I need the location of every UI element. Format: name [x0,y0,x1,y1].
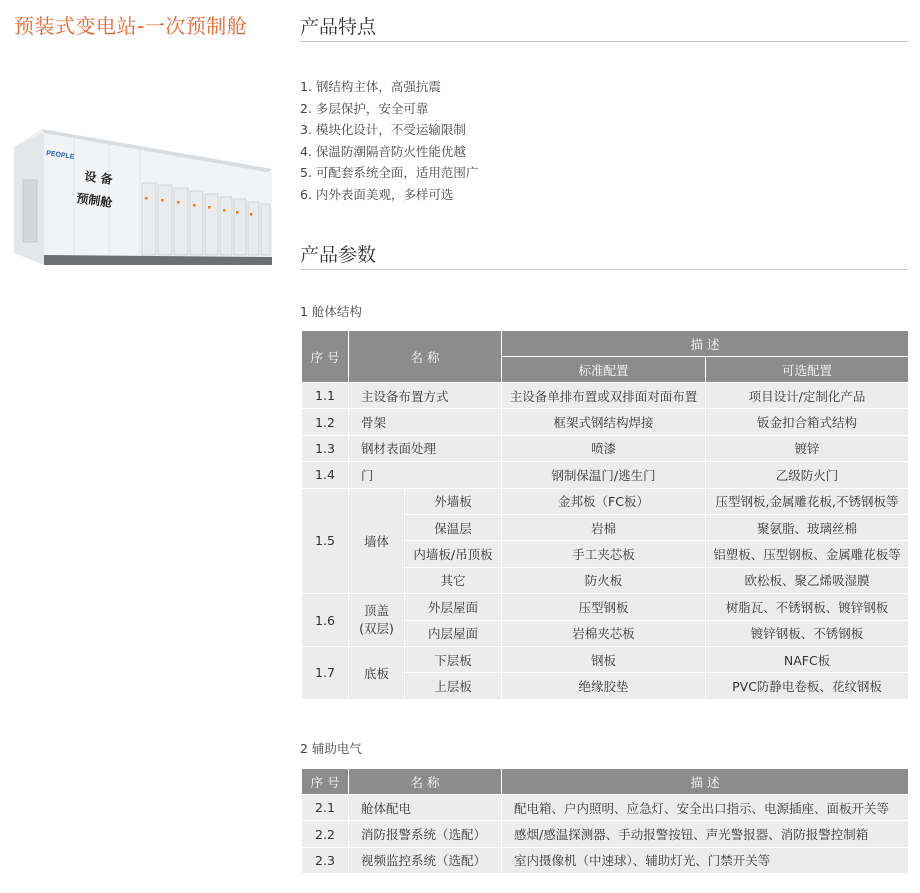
cell-sub: 上层板 [405,673,502,699]
cell-sub: 内层屋面 [405,620,502,646]
table-row [302,462,909,488]
product-image [14,125,272,265]
header-no: 序 号 [302,769,349,795]
feature-item: 6. 内外表面美观，多样可选 [300,186,454,202]
table-row [302,409,909,435]
table2-title: 2 辅助电气 [300,741,362,756]
table-row [302,646,909,672]
cell-optional: 乙级防火门 [706,462,909,488]
cell-name: 消防报警系统（选配） [349,821,502,847]
features-divider [300,41,908,42]
cell-name: 舱体配电 [349,795,502,821]
cell-standard: 喷漆 [502,435,706,461]
feature-item: 4. 保温防潮隔音防火性能优越 [300,143,466,159]
cell-no: 1.6 [302,594,349,647]
cell-optional: 欧松板、聚乙烯吸湿膜 [706,567,909,593]
table-row [302,383,909,409]
header-name: 名 称 [349,769,502,795]
feature-item: 2. 多层保护，安全可靠 [300,100,429,116]
cell-standard: 金邦板（FC板） [502,488,706,514]
table-row [302,795,909,821]
cell-name: 钢材表面处理 [349,435,502,461]
cell-no: 1.5 [302,488,349,594]
product-brand: PEOPLE [45,150,75,161]
cell-sub: 其它 [405,567,502,593]
cell-desc: 室内摄像机（中速球）、辅助灯光、门禁开关等 [502,847,909,873]
cell-standard: 岩棉 [502,514,706,540]
product-label-line2: 预制舱 [75,191,114,210]
cell-name-line2: (双层) [359,621,394,637]
cell-standard: 压型钢板 [502,594,706,620]
table-row [302,821,909,847]
table1-title: 1 舱体结构 [300,304,362,319]
cell-standard: 岩棉夹芯板 [502,620,706,646]
cell-standard: 框架式钢结构焊接 [502,409,706,435]
cell-sub: 外墙板 [405,488,502,514]
cell-no: 2.3 [302,847,349,873]
cell-sub: 保温层 [405,514,502,540]
page-title: 预装式变电站-一次预制舱 [14,14,248,38]
cell-name: 墙体 [349,488,405,594]
cell-standard: 绝缘胶垫 [502,673,706,699]
feature-item: 5. 可配套系统全面，适用范围广 [300,165,479,181]
cell-name: 骨架 [349,409,502,435]
cell-standard: 防火板 [502,567,706,593]
table-row [302,847,909,873]
cell-optional: PVC防静电卷板、花纹钢板 [706,673,909,699]
table-row [302,435,909,461]
cell-no: 1.7 [302,646,349,699]
params-heading: 产品参数 [300,244,377,266]
header-desc: 描 述 [502,331,909,357]
cell-name-line1: 顶盖 [363,603,389,619]
cell-desc: 配电箱、户内照明、应急灯、安全出口指示、电源插座、面板开关等 [502,795,909,821]
cell-sub: 外层屋面 [405,594,502,620]
cell-optional: 压型钢板,金属雕花板,不锈钢板等 [706,488,909,514]
cell-name: 主设备布置方式 [349,383,502,409]
cell-optional: 镀锌 [706,435,909,461]
cabin-structure-table [301,330,909,700]
header-standard: 标准配置 [502,357,706,383]
cell-name: 门 [349,462,502,488]
cell-standard: 钢板 [502,646,706,672]
header-desc: 描 述 [502,769,909,795]
cell-standard: 钢制保温门/逃生门 [502,462,706,488]
cell-desc: 感烟/感温探测器、手动报警按钮、声光警报器、消防报警控制箱 [502,821,909,847]
cell-optional: 项目设计/定制化产品 [706,383,909,409]
cell-sub: 内墙板/吊顶板 [405,541,502,567]
cell-name [349,594,405,647]
table-row [302,594,909,620]
cell-no: 1.1 [302,383,349,409]
cell-optional: 铝塑板、压型钢板、金属雕花板等 [706,541,909,567]
header-no: 序 号 [302,331,349,383]
table-row [302,488,909,514]
feature-item: 1. 钢结构主体，高强抗震 [300,79,441,94]
cell-optional: 树脂瓦、不锈钢板、镀锌钢板 [706,594,909,620]
feature-item: 3. 模块化设计，不受运输限制 [300,122,466,138]
cell-optional: 钣金扣合箱式结构 [706,409,909,435]
aux-electrical-table [301,768,909,874]
features-heading: 产品特点 [300,16,377,38]
cell-optional: 聚氨脂、玻璃丝棉 [706,514,909,540]
cell-name: 底板 [349,646,405,699]
cell-no: 1.4 [302,462,349,488]
header-name: 名 称 [349,331,502,383]
cell-no: 2.1 [302,795,349,821]
params-divider [300,269,908,270]
cell-standard: 手工夹芯板 [502,541,706,567]
cell-optional: NAFC板 [706,646,909,672]
cell-no: 2.2 [302,821,349,847]
cell-no: 1.2 [302,409,349,435]
feature-list [300,76,478,206]
cell-optional: 镀锌钢板、不锈钢板 [706,620,909,646]
cell-standard: 主设备单排布置或双排面对面布置 [502,383,706,409]
product-label-line1: 设 备 [83,169,114,187]
cell-sub: 下层板 [405,646,502,672]
cell-name: 视频监控系统（选配） [349,847,502,873]
header-optional: 可选配置 [706,357,909,383]
cell-no: 1.3 [302,435,349,461]
